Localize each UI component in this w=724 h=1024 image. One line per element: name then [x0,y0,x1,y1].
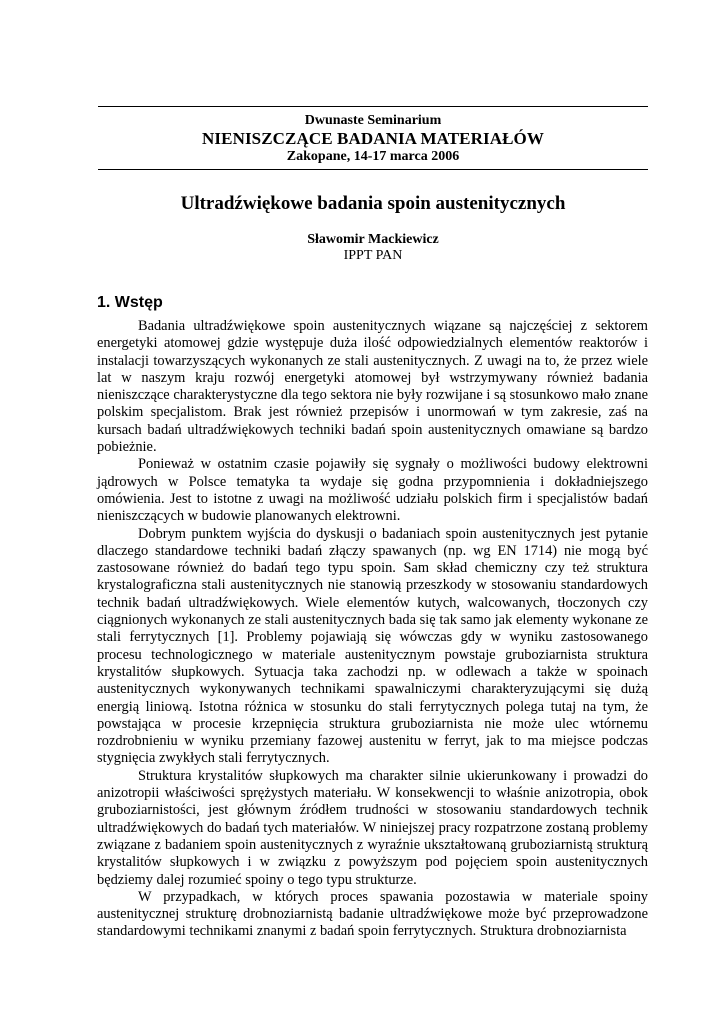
author-institution: IPPT PAN [343,248,403,263]
paragraph: Badania ultradźwiękowe spoin austenitycznych wiązane są najczęściej z sektorem energetyki atomowej gdzie występuje duża ilość odpowiedzialnych elementów reaktorów i instalacji towarzyszących wykonanych ze stali austenitycznych. Z uwagi na to, że przez wiele lat w naszym kraju rozwój energetyki atomowej był wstrzymywany również badania nieniszczące charakterystyczne dla tego sektora nie były rozwijane i są stosunkowo mało znane polskim specjalistom. Brak jest również przepisów i unormowań w tym zakresie, zaś na kursach badań ultradźwiękowych techniki badań spoin austenitycznych omawiane są bardzo pobieżnie. [97,318,648,456]
header-bottom-rule [98,169,648,170]
header-top-rule [98,106,648,107]
body-text [97,318,648,941]
paragraph: Struktura krystalitów słupkowych ma charakter silnie ukierunkowany i prowadzi do anizotropii właściwości sprężystych materiału. W konsekwencji to właśnie anizotropia, obok gruboziarnistości, jest głównym źródłem trudności w stosowaniu standardowych technik ultradźwiękowych do badań tych materiałów. W niniejszej pracy rozpatrzone zostaną problemy związane z badaniem spoin austenitycznych z wyraźnie ukształtowaną gruboziarnistą strukturą krystalitów słupkowych i w związku z powyższym pod pojęciem spoin austenitycznych będziemy dalej rozumieć spoiny o tego typu strukturze. [97,767,648,888]
paragraph: Dobrym punktem wyjścia do dyskusji o badaniach spoin austenitycznych jest pytanie dlaczego standardowe techniki badań złączy spawanych (np. wg EN 1714) nie mogą być zastosowane również do badań tego typu spoin. Sam skład chemiczny czy też struktura krystalograficzna stali austenitycznych nie stanowią przeszkody w stosowaniu standardowych technik badań ultradźwiękowych. Wiele elementów kutych, walcowanych, tłoczonych czy ciągnionych wykonanych ze stali austenitycznych bada się tak samo jak elementy wykonane ze stali ferrytycznych [1]. Problemy pojawiają się wówczas gdy w wyniku zastosowanego procesu technologicznego w materiale austenitycznym powstaje gruboziarnista struktura krystalitów słupkowych. Sytuacja taka zachodzi np. w odlewach a także w spoinach austenitycznych wykonywanych technikami spawalniczymi charakteryzującymi się dużą energią liniową. Istotna różnica w stosunku do stali ferrytycznych polega tutaj na tym, że powstająca w procesie krzepnięcia struktura gruboziarnista nie może ulec wtórnemu rozdrobnieniu w wyniku przemiany fazowej austenitu w ferryt, jak to ma miejsce podczas stygnięcia zwykłych stali ferrytycznych. [97,525,648,767]
section-heading: 1. Wstęp [97,294,163,311]
seminar-name: NIENISZCZĄCE BADANIA MATERIAŁÓW [202,129,544,148]
seminar-label: Dwunaste Seminarium [304,113,442,128]
paragraph: Ponieważ w ostatnim czasie pojawiły się sygnały o możliwości budowy elektrowni jądrowych w Polsce tematyka ta wydaje się godna przypomnienia i dokładniejszego omówienia. Jest to istotne z uwagi na możliwość udziału polskich firm i specjalistów badań nieniszczących w budowie planowanych elektrowni. [97,456,648,525]
author-name: Sławomir Mackiewicz [307,232,439,247]
seminar-place-date: Zakopane, 14-17 marca 2006 [286,149,460,164]
paper-title: Ultradźwiękowe badania spoin austenitycznych [180,193,566,214]
paragraph: W przypadkach, w których proces spawania pozostawia w materiale spoiny austenitycznej strukturę drobnoziarnistą badanie ultradźwiękowe może być przeprowadzone standardowymi technikami znanymi z badań spoin ferrytycznych. Struktura drobnoziarnista [97,888,648,940]
